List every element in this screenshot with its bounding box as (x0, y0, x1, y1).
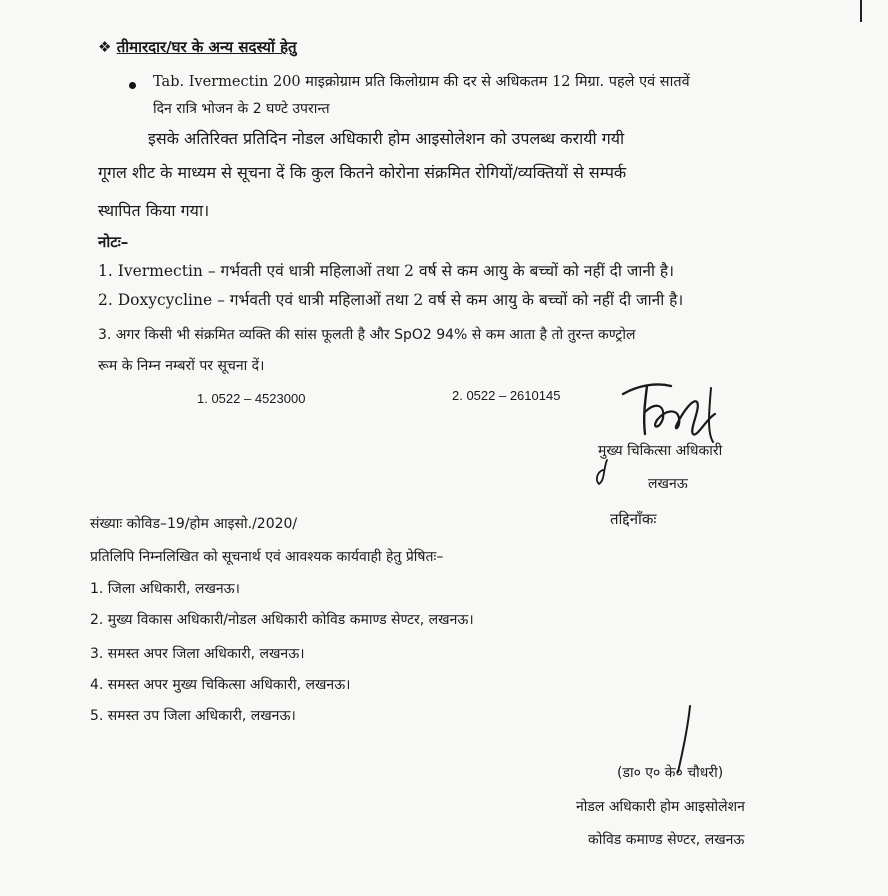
bullet-line-2: दिन रात्रि भोजन के 2 घण्टे उपरान्त (153, 101, 330, 117)
heading-text: तीमारदार/घर के अन्य सदस्यों हेतु (116, 38, 297, 56)
copy-to-intro: प्रतिलिपि निम्नलिखित को सूचनार्थ एवं आवश्यक कार्यवाही हेतु प्रेषितः– (90, 549, 444, 565)
note-item-1: 1. Ivermectin – गर्भवती एवं धात्री महिलाओं तथा 2 वर्ष से कम आयु के बच्चों को नहीं दी जानी है। (98, 262, 674, 280)
diamond-bullet-icon: ❖ (98, 38, 112, 56)
note-item-3-line-1: 3. अगर किसी भी संक्रमित व्यक्ति की सांस फूलती है और SpO2 94% से कम आता है तो तुरन्त कण्ट्रोल (98, 327, 636, 343)
nodal-officer-designation: नोडल अधिकारी होम आइसोलेशन (576, 799, 745, 815)
copy-to-item: 5. समस्त उप जिला अधिकारी, लखनऊ। (90, 708, 296, 724)
note-item-3-line-2: रूम के निम्न नम्बरों पर सूचना दें। (98, 358, 265, 374)
reference-number: संख्याः कोविड–19/होम आइसो./2020/ (90, 516, 298, 532)
copy-to-item: 4. समस्त अपर मुख्य चिकित्सा अधिकारी, लखनऊ। (90, 677, 351, 693)
cmo-place: लखनऊ (648, 476, 688, 492)
page-edge-mark (860, 0, 862, 22)
note-item-2: 2. Doxycycline – गर्भवती एवं धात्री महिलाओं तथा 2 वर्ष से कम आयु के बच्चों को नहीं दी जानी है। (98, 291, 684, 309)
cmo-signature-icon (585, 372, 745, 492)
note-title: नोटः– (98, 233, 129, 251)
paragraph-line-2: गूगल शीट के माध्यम से सूचना दें कि कुल कितने कोरोना संक्रमित रोगियों/व्यक्तियों से सम्पर्क (98, 163, 627, 182)
copy-to-item: 1. जिला अधिकारी, लखनऊ। (90, 581, 240, 597)
copy-to-item: 3. समस्त अपर जिला अधिकारी, लखनऊ। (90, 646, 305, 662)
control-room-phone-1: 1. 0522 – 4523000 (197, 391, 306, 406)
section-heading (98, 38, 297, 56)
paragraph-line-1: इसके अतिरिक्त प्रतिदिन नोडल अधिकारी होम आइसोलेशन को उपलब्ध करायी गयी (148, 129, 625, 148)
paragraph-line-3: स्थापित किया गया। (98, 201, 210, 220)
bullet-dot-icon (129, 82, 136, 89)
reference-date: तद्दिनाँकः (610, 510, 657, 528)
cmo-designation: मुख्य चिकित्सा अधिकारी (598, 443, 723, 459)
copy-to-item: 2. मुख्य विकास अधिकारी/नोडल अधिकारी कोविड कमाण्ड सेण्टर, लखनऊ। (90, 612, 474, 628)
bullet-line-1: Tab. Ivermectin 200 माइक्रोग्राम प्रति किलोग्राम की दर से अधिकतम 12 मिग्रा. पहले एवं सातवें (153, 74, 690, 90)
nodal-officer-name: (डा० ए० के० चौधरी) (617, 765, 724, 781)
control-room-phone-2: 2. 0522 – 2610145 (452, 388, 561, 403)
nodal-officer-department: कोविड कमाण्ड सेण्टर, लखनऊ (588, 832, 745, 848)
